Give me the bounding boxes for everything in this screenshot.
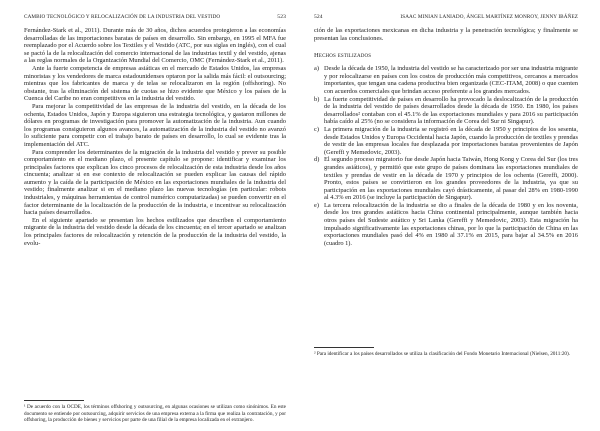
list-item [314, 96, 578, 126]
footnote-rule [24, 400, 84, 401]
left-body-text [24, 27, 286, 247]
footnote-rule [314, 347, 374, 348]
list-marker: a) [314, 65, 319, 73]
running-head-title: CAMBIO TECNOLÓGICO Y RELOCALIZACIÓN DE LA INDUSTRIA DEL VESTIDO [24, 14, 221, 20]
list-item-text: La tercera relocalización de la industria se dio a finales de la década de 1980 y en los noventa, desde los tres grandes asiáticos hacia China continental principalmente, aunque también hacia otros países del Sudeste asiático y Sri Lanka (Gereffi y Memedovic, 2003). Esta migración ha impulsado significativamente las exportaciones chinas, por lo que la participación de China en las exportaciones mundiales pasó del 4% en 1980 al 37.1% en 2015, para bajar al 34.5% en 2016 (cuadro 1). [324, 201, 578, 247]
list-item [314, 126, 578, 156]
paragraph: Fernández-Stark et al., 2011). Durante más de 30 años, dichos acuerdos protegieron a las economías desarrolladas de las importaciones baratas de países en desarrollo. Sin embargo, en 1995 el MFA fue reemplazado por el Acuerdo sobre los Textiles y el Vestido (ATC, por sus siglas en inglés), con el cual se pactó la de la relocalización del comercio internacional de las industrias textil y del vestido, ajenas a las reglas normales de la Organización Mundial del Comercio, OMC (Fernández-Stark et al., 2011). [24, 27, 286, 65]
paragraph: ción de las exportaciones mexicanas en dicha industria y la penetración tecnológica; y finalmente se presentan las conclusiones. [314, 27, 578, 42]
list-item [314, 65, 578, 95]
list-marker: e) [314, 201, 319, 209]
list-marker: d) [314, 156, 320, 164]
running-head-right [314, 14, 578, 20]
stylized-facts-list [314, 65, 578, 247]
page-number-left: 523 [277, 14, 286, 20]
paragraph: Para comprender los determinantes de la migración de la industria del vestido y prever su posible comportamiento en el mediano plazo, el presente capítulo se propone: identificar y examinar los principales factores que explican los cinco procesos de relocalización de esta industria desde los años cincuenta; analizar si en ese contexto de relocalización se pueden explicar las causas del rápido aumento y la caída de la participación de México en las exportaciones mundiales de la industria del vestido; finalmente analizar si en el mediano plazo las nuevas tecnologías (en particular: robots industriales, y máquinas herramientas de control numérico computarizadas) se pueden convertir en el factor determinante de la localización de la producción de la industria, e incentivar su relocalización hacia países desarrollados. [24, 148, 286, 217]
paragraph: Ante la fuerte competencia de empresas asiáticas en el mercado de Estados Unidos, las empresas minoristas y los vendedores de marca estadounidenses optaron por la salida más fácil: el outsourcing; mientras que los fabricantes de marca y de telas se relocalizaron en la región (offshoring). No obstante, tras la eliminación del sistema de cuotas se hizo evidente que México y los países de la Cuenca del Caribe no eran competitivos en la industria del vestido. [24, 64, 286, 103]
list-marker: b) [314, 95, 320, 103]
list-item [314, 156, 578, 202]
list-item-text: El segundo proceso migratorio fue desde Japón hacia Taiwán, Hong Kong y Corea del Sur (los tres grandes asiáticos), y permitió que este grupo de países dominara las exportaciones mundiales de textiles y prendas de vestir en la década de 1970 y principios de los ochenta (Gereffi, 2000). Pronto, estos países se convirtieron en los grandes proveedores de la industria, ya que su participación en las exportaciones mundiales cayó drásticamente, al pasar del 28% en 1980-1990 al 4.3% en 2016 (se incluye la participación de Singapur). [324, 156, 578, 202]
list-marker: c) [314, 125, 319, 133]
right-footnote-area [314, 341, 578, 357]
running-head-left [24, 14, 286, 20]
paragraph: Para mejorar la competitividad de las empresas de la industria del vestido, en la década de los ochenta, Estados Unidos, Japón y Europa siguieron una estrategia tecnológica, y gastaron millones de dólares en programas de investigación para promover la automatización de la industria. Aun cuando los programas consiguieron algunos avances, la automatización de la industria del vestido no avanzó lo suficiente para competir con el trabajo barato de países en desarrollo, lo cual se evidente tras la implementación del ATC. [24, 102, 286, 148]
footnote-1: ¹ De acuerdo con la OCDE, los términos offshoring y outsourcing, en algunas ocasiones se utilizan como sinónimos. En este documento se entiende por outsourcing, adquirir servicios de una empresa externa a la firma que realiza la contratación, y por offshoring, la producción de bienes y servicios por parte de una filial de la empresa localizada en el extranjero. [24, 404, 286, 423]
right-body-text [314, 27, 578, 247]
list-item [314, 202, 578, 248]
right-page [300, 0, 600, 431]
paragraph: En el siguiente apartado se presentan los hechos estilizados que describen el comportamiento migrante de la industria del vestido desde la década de los cincuenta; en el tercer apartado se analizan los principales factores de relocalización y retención de la producción de la industria del vestido, la evolu- [24, 216, 286, 247]
list-item-text: Desde la década de 1950, la industria del vestido se ha caracterizado por ser una industria migrante y por relocalizarse en países con los costos de producción más competitivos, cercanos a mercados importantes, que tengan una cadena productiva bien organizada (CEC-ITAM, 2008) o que cuenten con acuerdos comerciales que brindan acceso preferente a los grandes mercados. [324, 65, 578, 95]
section-heading: Hechos estilizados [314, 52, 372, 60]
footnote-2: ² Para identificar a los países desarrollados se utiliza la clasificación del Fondo Monetario Internacional (Nielsen, 2011:20). [314, 350, 571, 357]
left-footnote-area [24, 394, 286, 423]
running-head-authors: ISAAC MINIAN LANIADO, ÁNGEL MARTÍNEZ MONROY, JENNY IBÁÑEZ [400, 14, 578, 20]
list-item-text: La fuerte competitividad de países en desarrollo ha provocado la deslocalización de la producción de la industria del vestido de países desarrollados desde la década de 1950. En 1980, los países desarrollados² contaban con el 45.1% de las exportaciones mundiales y para 2016 su participación había caído al 25% (no se considera la información de Corea del Sur ni Singapur). [324, 95, 578, 126]
page-number-right: 524 [314, 14, 323, 20]
list-item-text: La primera migración de la industria se registró en la década de 1950 y principios de los sesenta, desde Estados Unidos y Europa Occidental hacia Japón, cuando la producción de textiles y prendas de vestir de las empresas locales fue desplazada por importaciones baratas provenientes de Japón (Gereffi y Memedovic, 2003). [324, 125, 578, 156]
